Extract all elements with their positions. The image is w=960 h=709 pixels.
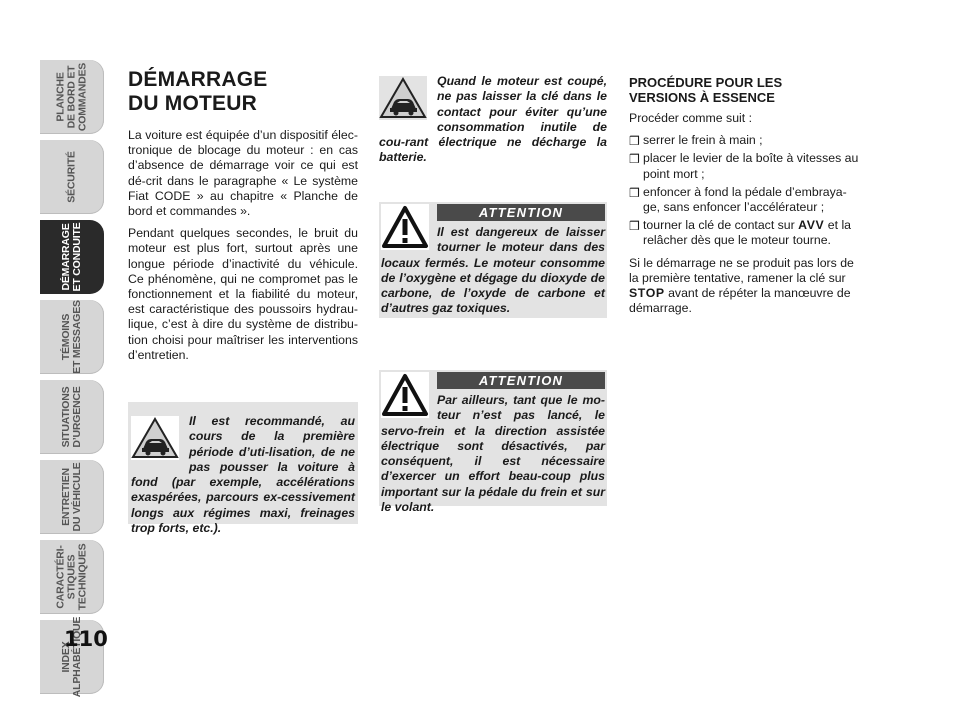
tab-label: SÉCURITÉ	[65, 151, 78, 203]
list-item	[629, 218, 861, 248]
note-box-key-battery	[379, 74, 607, 166]
retry-text: avant de répéter la manœuvre de démarrage.	[629, 286, 851, 316]
attention-label: ATTENTION	[437, 204, 605, 221]
checkbox-bullet-icon: ❒	[629, 185, 640, 200]
checkbox-bullet-icon: ❒	[629, 219, 640, 234]
car-note-icon	[131, 416, 179, 460]
procedure-intro: Procéder comme suit :	[629, 111, 753, 125]
retry-text: Si le démarrage ne se produit pas lors de la première tentative, ramener la clé sur	[629, 255, 854, 285]
tab-temoins-et-messages[interactable]	[40, 300, 104, 374]
column-1	[128, 68, 358, 370]
note-text: Il est recommandé, au cours de la première période d’uti-lisation, de ne pas pousser la voiture à fond (par exemple, accélérations exaspérées, parcours ex-cessivement longs aux régimes maxi, freinages trop forts, etc.).	[131, 414, 355, 536]
checkbox-bullet-icon: ❒	[629, 134, 640, 149]
procedure-steps	[629, 133, 861, 248]
step-text: tourner la clé de contact sur	[643, 218, 795, 233]
attention-text: Par ailleurs, tant que le mo-teur n’est pas lancé, le servo-frein et la direction assistée électrique sont désactivés, par conséquent, il est nécessaire d’exercer un effort beau-coup plus important sur la pédale du frein et sur le volant.	[381, 393, 605, 515]
section-heading: PROCÉDURE POUR LES VERSIONS À ESSENCE	[629, 75, 783, 105]
step-text: enfoncer à fond la pédale d’embraya-ge, sans enfoncer l’accélérateur ;	[643, 184, 847, 215]
page-title: DÉMARRAGE DU MOTEUR	[128, 68, 268, 115]
note-box-break-in	[128, 402, 358, 536]
list-item	[629, 185, 861, 215]
attention-box-servo-brake	[379, 370, 607, 515]
warning-triangle-icon	[381, 372, 429, 418]
attention-label: ATTENTION	[437, 372, 605, 389]
attention-box-toxic-gas	[379, 202, 607, 318]
paragraph-intro: La voiture est équipée d’un dispositif élec-tronique de blocage du moteur : en cas d’absence de démarrage voir ce qui est dé-crit dans le paragraphe « Le système Fiat CODE » au chapitre « Planche de bord et commandes ».	[128, 128, 358, 219]
tab-situations-d-urgence[interactable]	[40, 380, 104, 454]
paragraph-noise: Pendant quelques secondes, le bruit du moteur est plus fort, surtout après une longue période d’inactivité du véhicule. Ce phénomène, qui ne compromet pas le fonctionnement et la fiabilité du moteur, est caractéristique des poussoirs hydrau-lique, c’est à dire du système de distribu-tion choisi pour maîtriser les interventions d’entretien.	[128, 226, 358, 362]
checkbox-bullet-icon: ❒	[629, 152, 640, 167]
key-position-stop: STOP	[629, 286, 665, 301]
list-item	[629, 133, 861, 148]
step-text: serrer le frein à main ;	[643, 133, 763, 148]
tab-caracteristiques-techniques[interactable]	[40, 540, 104, 614]
tab-label: TÉMOINS ET MESSAGES	[60, 300, 83, 374]
tab-label: INDEX ALPHABÉTIQUE	[60, 616, 83, 698]
tab-entretien-du-vehicule[interactable]	[40, 460, 104, 534]
note-text: Quand le moteur est coupé, ne pas laisser la clé dans le contact pour éviter qu’une consommation inutile de cou-rant électrique ne décharge la batterie.	[379, 74, 607, 165]
attention-text: Il est dangereux de laisser tourner le moteur dans des locaux fermés. Le moteur consomme de l’oxygène et dégage du dioxyde de carbone, de l’oxyde de carbone et d’autres gaz toxiques.	[381, 225, 605, 316]
tab-label: DÉMARRAGE ET CONDUITE	[60, 222, 83, 292]
tab-label: SITUATIONS D’URGENCE	[60, 386, 83, 448]
car-note-icon	[379, 76, 427, 120]
tab-demarrage-et-conduite[interactable]	[40, 220, 104, 294]
column-3	[629, 72, 861, 323]
page-number: 110	[64, 627, 108, 651]
list-item	[629, 151, 861, 181]
key-position-avv: AVV	[798, 218, 825, 233]
warning-triangle-icon	[381, 204, 429, 250]
tab-label: ENTRETIEN DU VÉHICULE	[60, 462, 83, 532]
procedure-retry	[629, 256, 861, 317]
tab-label: PLANCHE DE BORD ET COMMANDES	[54, 62, 89, 132]
tab-label: CARACTÉRI- STIQUES TECHNIQUES	[54, 543, 89, 611]
step-text: placer le levier de la boîte à vitesses au point mort ;	[643, 151, 859, 181]
step-text: et la relâcher dès que le moteur tourne.	[643, 218, 852, 248]
tab-securite[interactable]	[40, 140, 104, 214]
tab-planche-de-bord[interactable]	[40, 60, 104, 134]
